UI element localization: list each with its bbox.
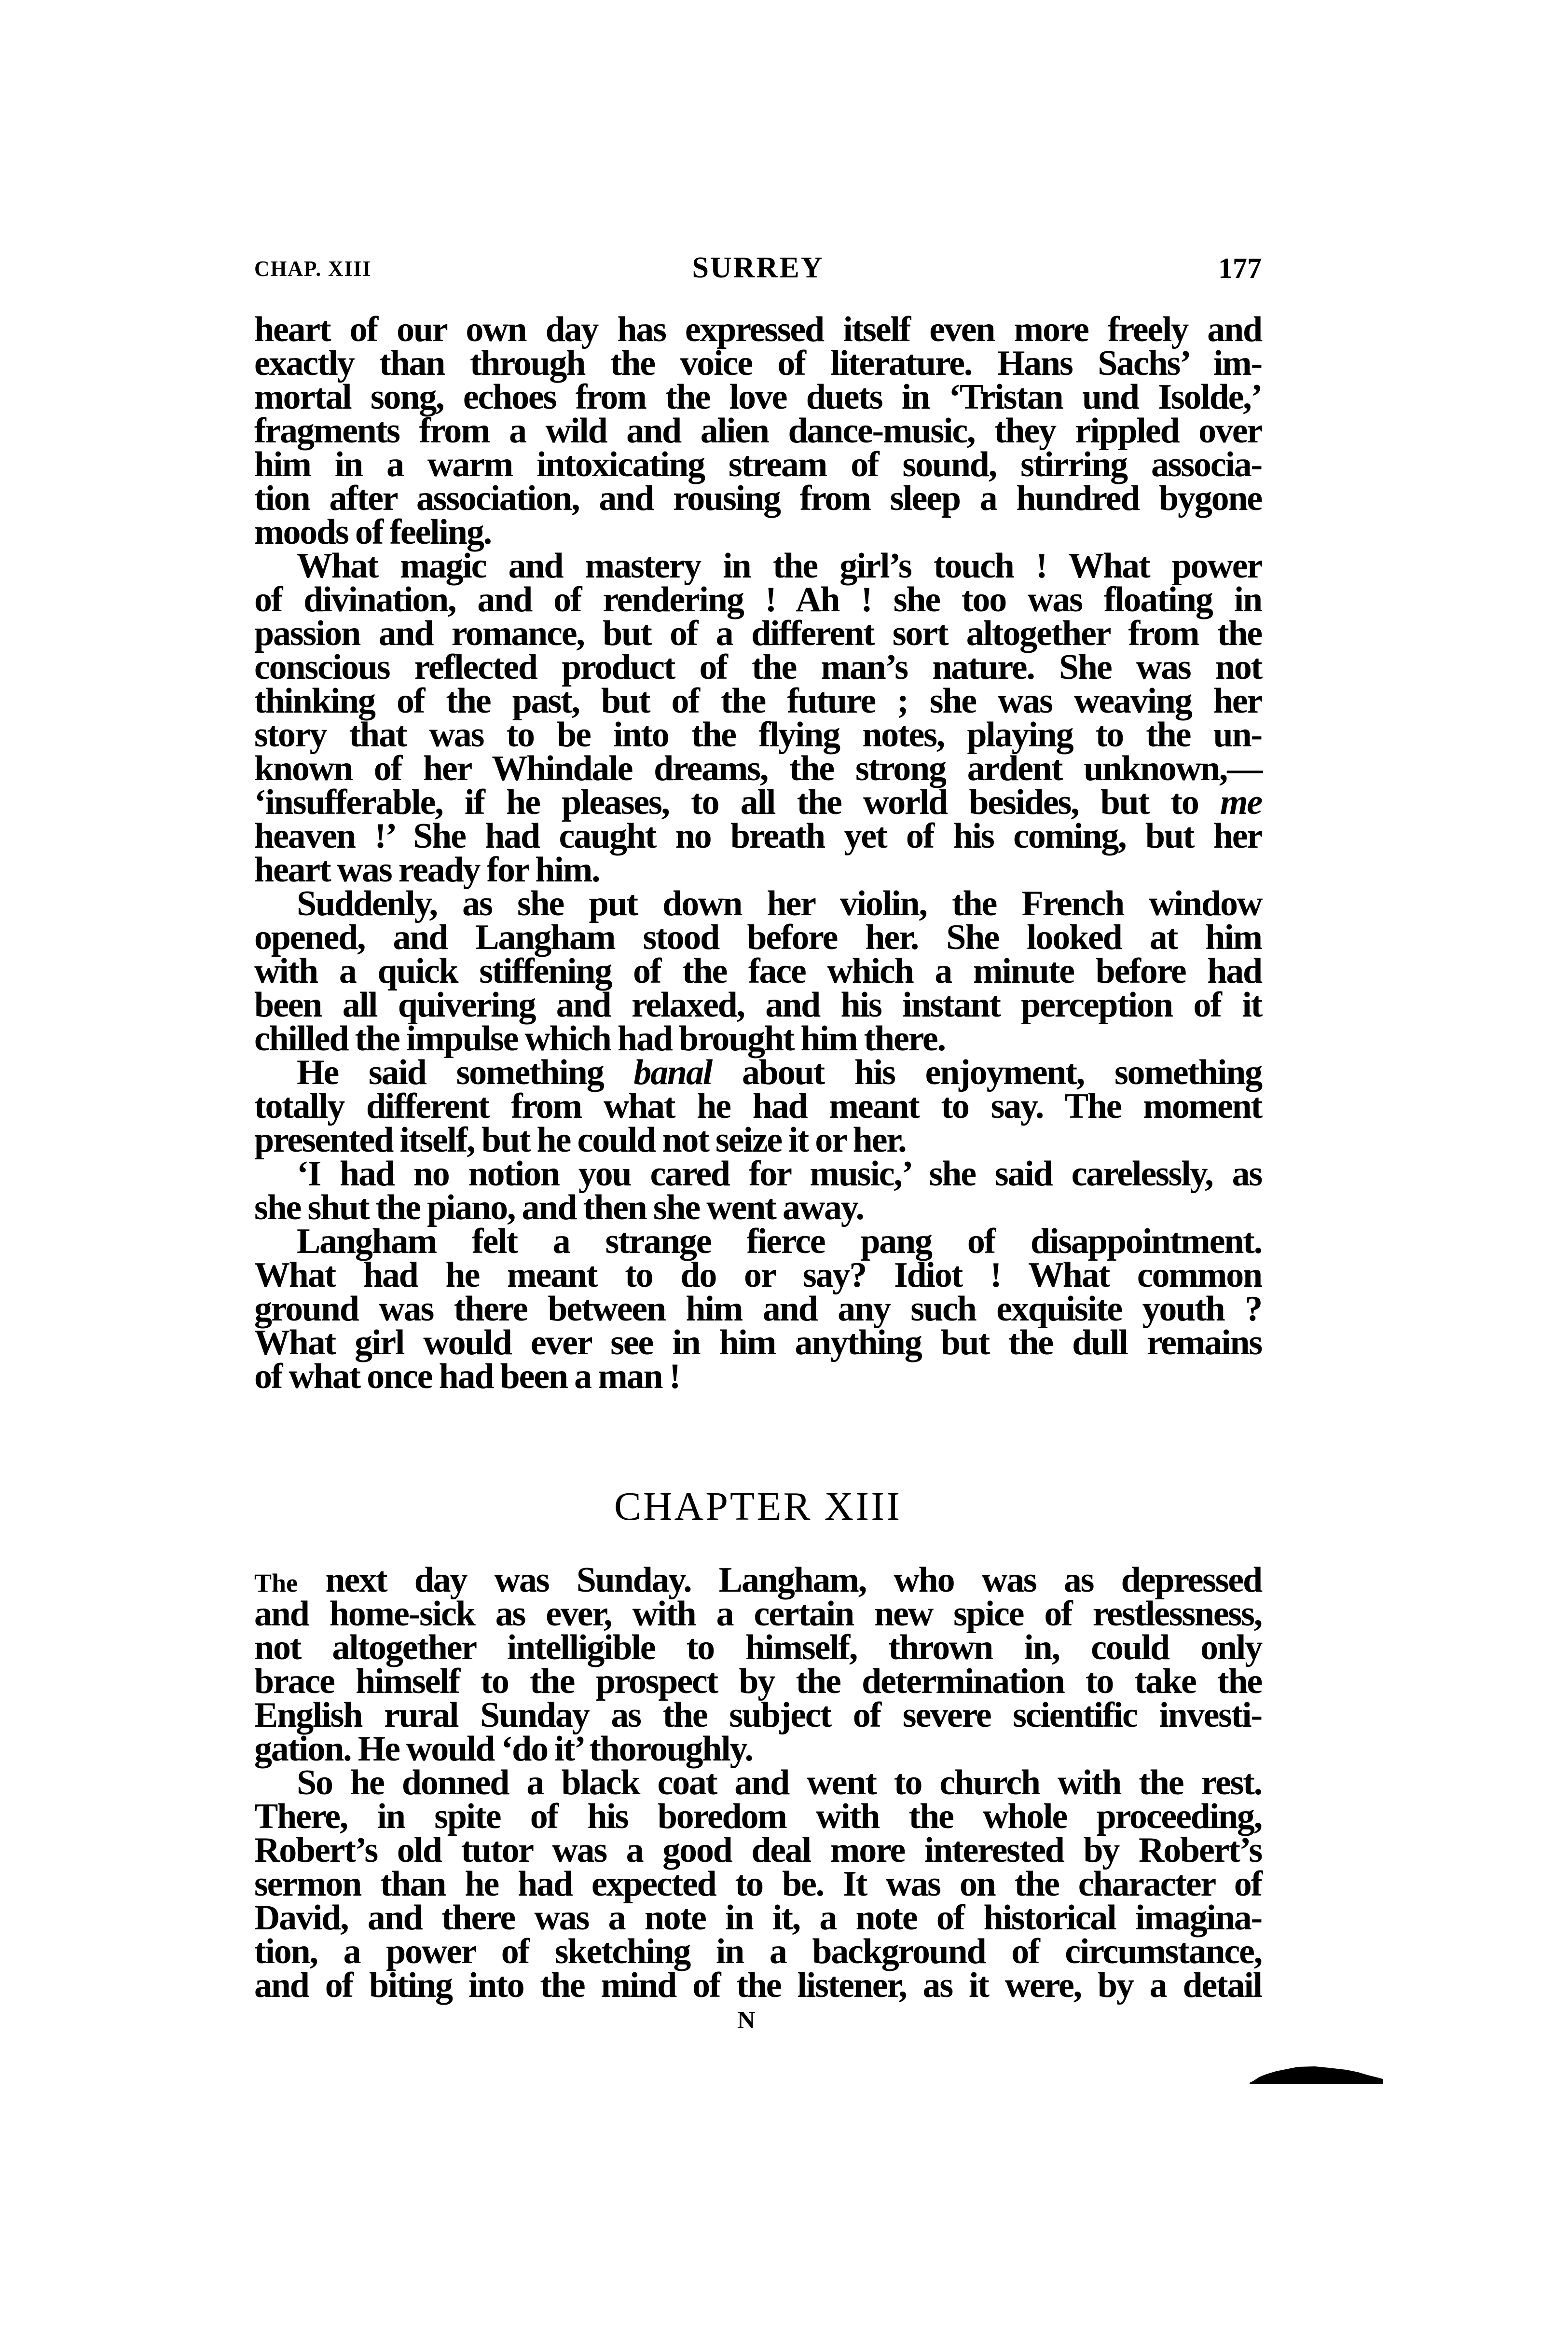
text-line: David, and there was a note in it, a note of historical imagina- (254, 1898, 1262, 1938)
text-segment: ‘insufferable, if he pleases, to all the world besides, but to (254, 783, 1198, 822)
small-caps-opening: The (254, 1568, 298, 1597)
text-segment: He said something (297, 1053, 604, 1092)
text-line: and of biting into the mind of the listener, as it were, by a detail (254, 1966, 1262, 2005)
text-line: tion, a power of sketching in a background of circumstance, (254, 1932, 1262, 1971)
running-head (254, 251, 1262, 285)
text-line: moods of feeling. (254, 512, 491, 552)
signature-mark: N (737, 2007, 756, 2034)
text-line: him in a warm intoxicating stream of sound, stirring associa- (254, 445, 1262, 484)
text-line: sermon than he had expected to be. It was on the character of (254, 1864, 1262, 1904)
text-line: conscious reflected product of the man’s nature. She was not (254, 647, 1262, 687)
text-line (254, 783, 1262, 822)
text-line: English rural Sunday as the subject of severe scientific investi- (254, 1695, 1262, 1735)
text-line: So he donned a black coat and went to church with the rest. (297, 1763, 1262, 1802)
text-line: brace himself to the prospect by the determination to take the (254, 1662, 1262, 1701)
italic-word: banal (633, 1053, 712, 1092)
text-line: heart of our own day has expressed itself even more freely and (254, 310, 1262, 349)
text-line: opened, and Langham stood before her. She looked at him (254, 918, 1262, 957)
text-line: ground was there between him and any such exquisite youth ? (254, 1289, 1262, 1329)
text-line: What girl would ever see in him anything but the dull remains (254, 1323, 1262, 1362)
chapter-heading: CHAPTER XIII (614, 1484, 902, 1529)
chapter-label: CHAP. XIII (254, 256, 372, 281)
text-line: known of her Whindale dreams, the strong ardent unknown,— (254, 749, 1262, 788)
text-line: of divination, and of rendering ! Ah ! she too was floating in (254, 580, 1262, 619)
text-line: What magic and mastery in the girl’s touch ! What power (297, 546, 1262, 586)
text-line: passion and romance, but of a different sort altogether from the (254, 614, 1262, 653)
text-line: presented itself, but he could not seize it or her. (254, 1120, 906, 1160)
text-line: totally different from what he had meant to say. The moment (254, 1087, 1262, 1126)
text-segment: about his enjoyment, something (742, 1053, 1262, 1092)
text-line: tion after association, and rousing from sleep a hundred bygone (254, 479, 1262, 518)
text-line (254, 1053, 1262, 1092)
text-line: with a quick stiffening of the face which a minute before had (254, 951, 1262, 991)
italic-word: me (1220, 783, 1262, 822)
text-segment: next day was Sunday. Langham, who was as depressed (325, 1560, 1262, 1600)
ink-smudge (1250, 2066, 1383, 2084)
text-line: she shut the piano, and then she went away. (254, 1188, 864, 1227)
text-line: fragments from a wild and alien dance-music, they rippled over (254, 411, 1262, 451)
text-line (254, 1560, 1262, 1600)
text-block-previous-chapter (254, 310, 1262, 1396)
text-line: gation. He would ‘do it’ thoroughly. (254, 1729, 753, 1769)
text-line: Suddenly, as she put down her violin, the French window (297, 884, 1262, 923)
text-line: story that was to be into the flying notes, playing to the un- (254, 715, 1262, 755)
text-line: What had he meant to do or say? Idiot ! What common (254, 1255, 1262, 1295)
text-line: Robert’s old tutor was a good deal more interested by Robert’s (254, 1830, 1262, 1870)
text-line: and home-sick as ever, with a certain new spice of restlessness, (254, 1594, 1262, 1634)
text-line: Langham felt a strange fierce pang of disappointment. (297, 1222, 1262, 1261)
text-line: been all quivering and relaxed, and his instant perception of it (254, 985, 1262, 1025)
text-line: exactly than through the voice of literature. Hans Sachs’ im- (254, 344, 1262, 383)
text-line: heaven !’ She had caught no breath yet of his coming, but her (254, 816, 1262, 856)
text-line: chilled the impulse which had brought him there. (254, 1019, 945, 1059)
text-line: mortal song, echoes from the love duets in ‘Tristan und Isolde,’ (254, 377, 1262, 417)
text-line: There, in spite of his boredom with the whole proceeding, (254, 1797, 1262, 1836)
running-title: SURREY (692, 251, 824, 284)
text-block-chapter-xiii (254, 1560, 1262, 2005)
text-line: not altogether intelligible to himself, thrown in, could only (254, 1628, 1262, 1667)
text-line: thinking of the past, but of the future ; she was weaving her (254, 681, 1262, 721)
page-number: 177 (1218, 252, 1262, 284)
text-line: ‘I had no notion you cared for music,’ she said carelessly, as (297, 1154, 1262, 1194)
text-line: heart was ready for him. (254, 850, 600, 890)
text-line: of what once had been a man ! (254, 1357, 680, 1396)
